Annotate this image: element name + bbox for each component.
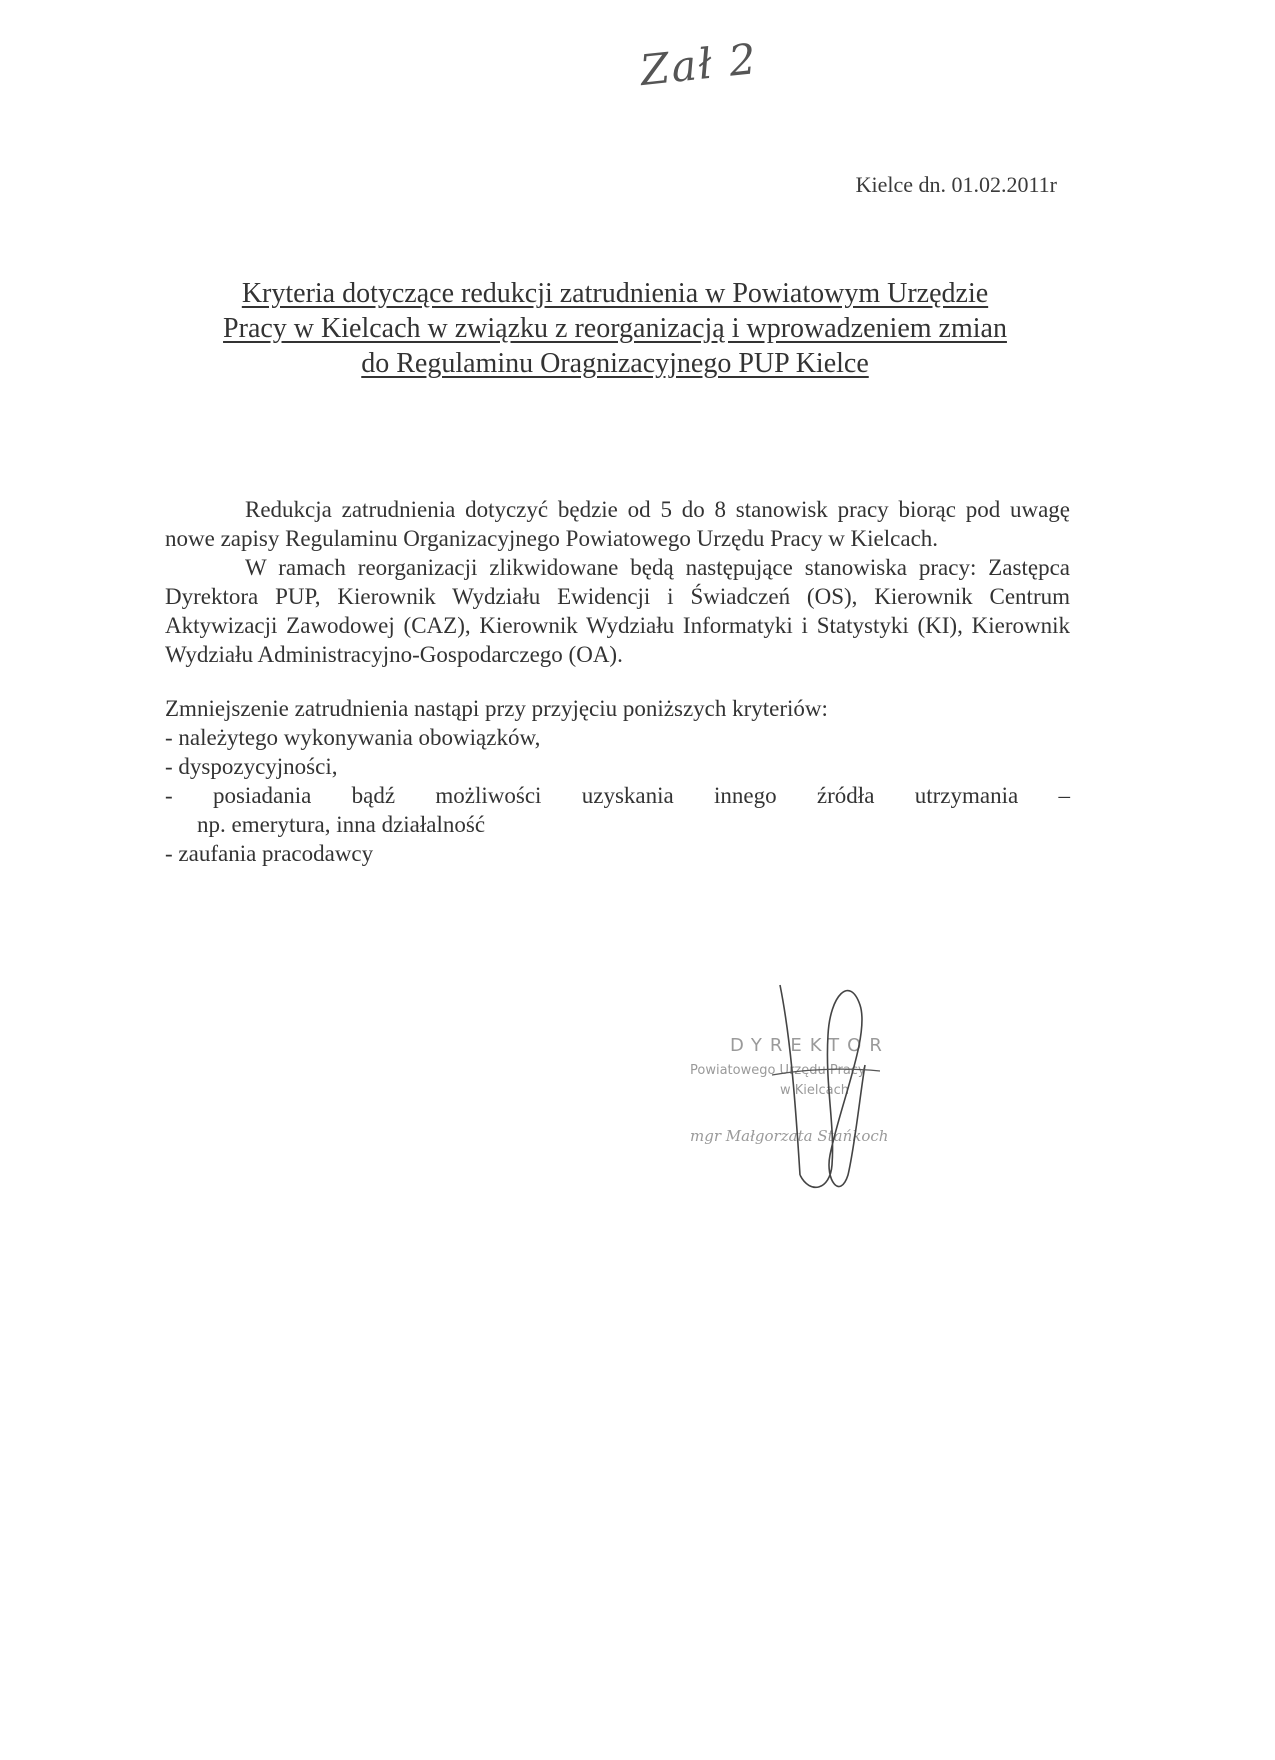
paragraph-criteria-intro: Zmniejszenie zatrudnienia nastąpi przy przyjęciu poniższych kryteriów: [165, 696, 828, 721]
stamp-title: DYREKTOR [730, 1035, 890, 1056]
criteria-item-continuation: np. emerytura, inna działalność [197, 812, 486, 837]
handwritten-signature [770, 975, 890, 1205]
document-body [165, 495, 1070, 868]
date-line: Kielce dn. 01.02.2011r [855, 172, 1057, 197]
stamp-city: w Kielcach [780, 1083, 850, 1098]
title-line-2: Pracy w Kielcach w związku z reorganizacją i wprowadzeniem zmian [223, 313, 1007, 344]
criteria-item: - dyspozycyjności, [165, 754, 338, 779]
criteria-item: - należytego wykonywania obowiązków, [165, 725, 541, 750]
title-line-3: do Regulaminu Oragnizacyjnego PUP Kielce [361, 348, 869, 379]
handwritten-annotation: Zał 2 [637, 33, 761, 96]
criteria-list [165, 723, 1070, 868]
criteria-item: - zaufania pracodawcy [165, 841, 374, 866]
title-line-1: Kryteria dotyczące redukcji zatrudnienia w Powiatowym Urzędzie [241, 278, 989, 309]
paragraph-reduction-scope: Redukcja zatrudnienia dotyczyć będzie od 5 do 8 stanowisk pracy biorąc pod uwagę nowe zapisy Regulaminu Organizacyjnego Powiatowego Urzędu Pracy w Kielcach. [165, 497, 1070, 551]
stamp-office: Powiatowego Urzędu Pracy [690, 1063, 866, 1078]
criteria-item: - posiadania bądź możliwości uzyskania innego źródła utrzymania – [165, 783, 1070, 808]
paragraph-eliminated-positions: W ramach reorganizacji zlikwidowane będą następujące stanowiska pracy: Zastępca Dyrektora PUP, Kierownik Wydziału Ewidencji i Świadczeń (OS), Kierownik Centrum Aktywizacji Zawodowej (CAZ), Kierownik Wydziału Informatyki i Statystyki (KI), Kierownik Wydziału Administracyjno-Gospodarczego (OA). [165, 555, 1070, 667]
document-title [165, 276, 1065, 381]
stamp-name: mgr Małgorzata Stańkoch [690, 1127, 889, 1145]
